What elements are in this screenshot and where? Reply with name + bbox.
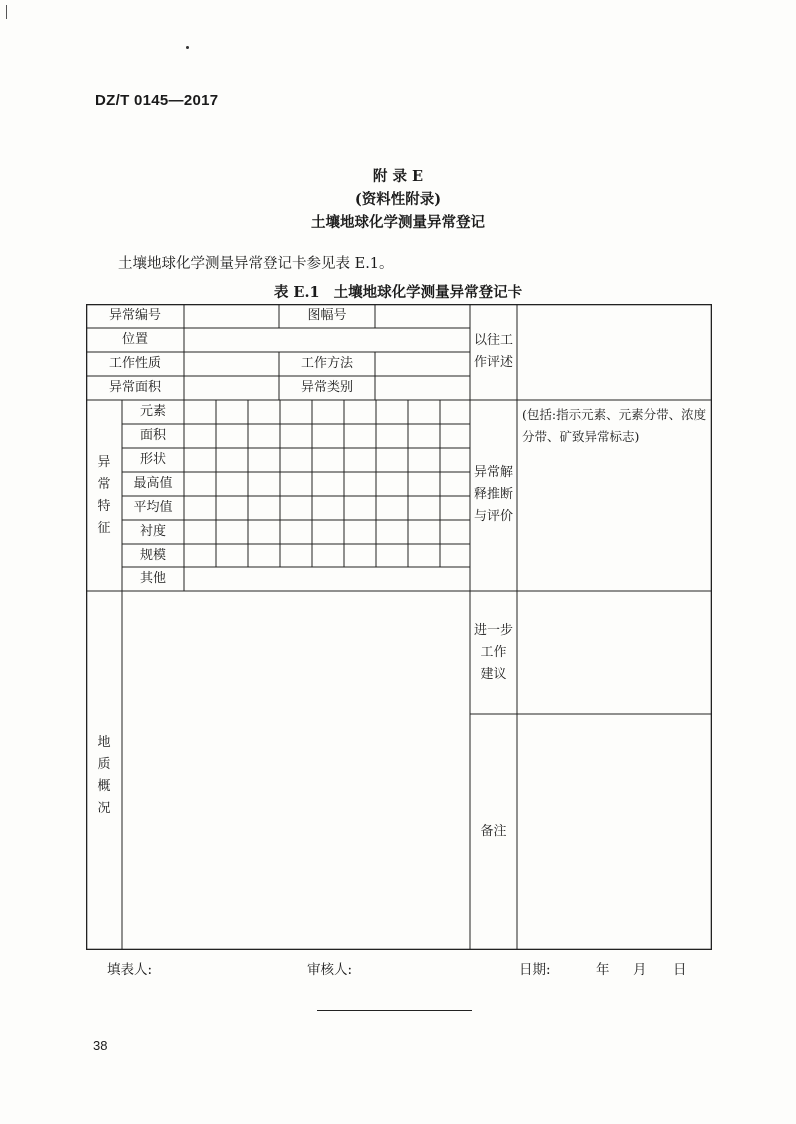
feature-row-element: 元素 [139,404,166,419]
day-label: 日 [673,962,687,978]
registration-card-table [86,304,712,950]
feature-row-other: 其他 [139,571,166,586]
anomaly-features-label: 异 常 特 征 [97,455,111,536]
anomaly-area-label: 异常面积 [108,380,161,395]
feature-row-scale: 规模 [139,548,166,563]
interpretation-note: (包括:指示元素、元素分带、浓度 分带、矿致异常标志) [522,407,707,444]
previous-work-review-label: 以往工 作评述 [473,333,513,370]
work-method-label: 工作方法 [300,356,353,371]
location-label: 位置 [121,332,148,347]
further-work-label: 进一步 工作 建议 [473,623,513,682]
year-label: 年 [596,962,610,978]
reviewer-label: 审核人: [307,962,353,978]
intro-paragraph: 土壤地球化学测量异常登记卡参见表 E.1。 [118,256,394,272]
date-label: 日期: [519,962,551,978]
feature-row-mean-value: 平均值 [133,500,173,515]
appendix-nature: (资料性附录) [354,191,442,208]
appendix-title: 土壤地球化学测量异常登记 [311,214,485,231]
month-label: 月 [633,962,647,978]
geology-overview-label: 地 质 概 况 [97,735,111,816]
table-number: 表 E.1 [273,284,320,301]
filler-label: 填表人: [107,962,153,978]
map-sheet-no-label: 图幅号 [307,308,347,323]
remarks-label: 备注 [480,824,507,839]
anomaly-no-label: 异常编号 [108,308,161,323]
scan-speck [186,46,189,49]
interpretation-label: 异常解 释推断 与评价 [473,465,513,524]
feature-row-contrast: 衬度 [139,524,166,539]
work-nature-label: 工作性质 [108,356,161,371]
document-code: DZ/T 0145—2017 [95,92,219,109]
scan-edge-mark [6,5,7,19]
feature-row-max-value: 最高值 [133,476,173,491]
table-caption [0,281,796,302]
anomaly-type-label: 异常类别 [300,380,353,395]
feature-row-shape: 形状 [139,452,166,467]
table-title: 土壤地球化学测量异常登记卡 [333,284,523,301]
footer-rule [317,1010,472,1011]
appendix-heading: 附 录 E [372,168,424,185]
page-number: 38 [93,1038,108,1053]
feature-row-area: 面积 [139,428,166,443]
